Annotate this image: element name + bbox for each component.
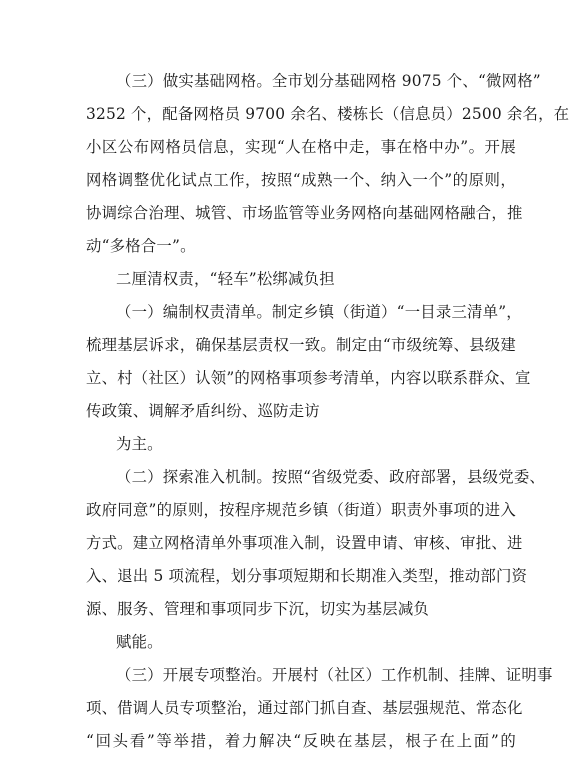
paragraph-1-line-2: 3252 个，配备网格员 9700 余名、楼栋长（信息员）2500 余名，在	[86, 105, 570, 123]
paragraph-6-line-3: “回头看”等举措，着力解决“反映在基层，根子在上面”的	[86, 732, 516, 750]
paragraph-1-line-3: 小区公布网格员信息，实现“人在格中走，事在格中办”。开展	[86, 138, 516, 156]
paragraph-2-line-3: 立、村（社区）认领”的网格事项参考清单，内容以联系群众、宣	[86, 369, 531, 387]
paragraph-1-line-5: 协调综合治理、城管、市场监管等业务网格向基础网格融合，推	[86, 204, 523, 222]
paragraph-1-line-1: （三）做实基础网格。全市划分基础网格 9075 个、“微网格”	[116, 72, 541, 90]
paragraph-4-line-1: （二）探索准入机制。按照“省级党委、政府部署，县级党委、	[116, 468, 546, 486]
paragraph-6-line-2: 项、借调人员专项整治，通过部门抓自查、基层强规范、常态化	[86, 699, 523, 717]
paragraph-2-line-4: 传政策、调解矛盾纠纷、巡防走访	[86, 402, 320, 420]
section-heading: 二厘清权责，“轻车”松绑减负担	[116, 270, 335, 288]
paragraph-6-line-1: （三）开展专项整治。开展村（社区）工作机制、挂牌、证明事	[116, 666, 553, 684]
paragraph-3-line-1: 为主。	[116, 435, 163, 453]
paragraph-5-line-1: 赋能。	[116, 633, 163, 651]
paragraph-1-line-6: 动“多格合一”。	[86, 237, 196, 255]
paragraph-4-line-2: 政府同意”的原则，按程序规范乡镇（街道）职责外事项的进入	[86, 501, 516, 519]
paragraph-2-line-1: （一）编制权责清单。制定乡镇（街道）“一目录三清单”，	[116, 303, 522, 321]
paragraph-1-line-4: 网格调整优化试点工作，按照“成熟一个、纳入一个”的原则，	[86, 171, 516, 189]
paragraph-4-line-5: 源、服务、管理和事项同步下沉，切实为基层减负	[86, 600, 429, 618]
paragraph-2-line-2: 梳理基层诉求，确保基层责权一致。制定由“市级统筹、县级建	[86, 336, 516, 354]
paragraph-4-line-3: 方式。建立网格清单外事项准入制，设置申请、审核、审批、进	[86, 534, 523, 552]
paragraph-4-line-4: 入、退出 5 项流程，划分事项短期和长期准入类型，推动部门资	[86, 567, 528, 585]
